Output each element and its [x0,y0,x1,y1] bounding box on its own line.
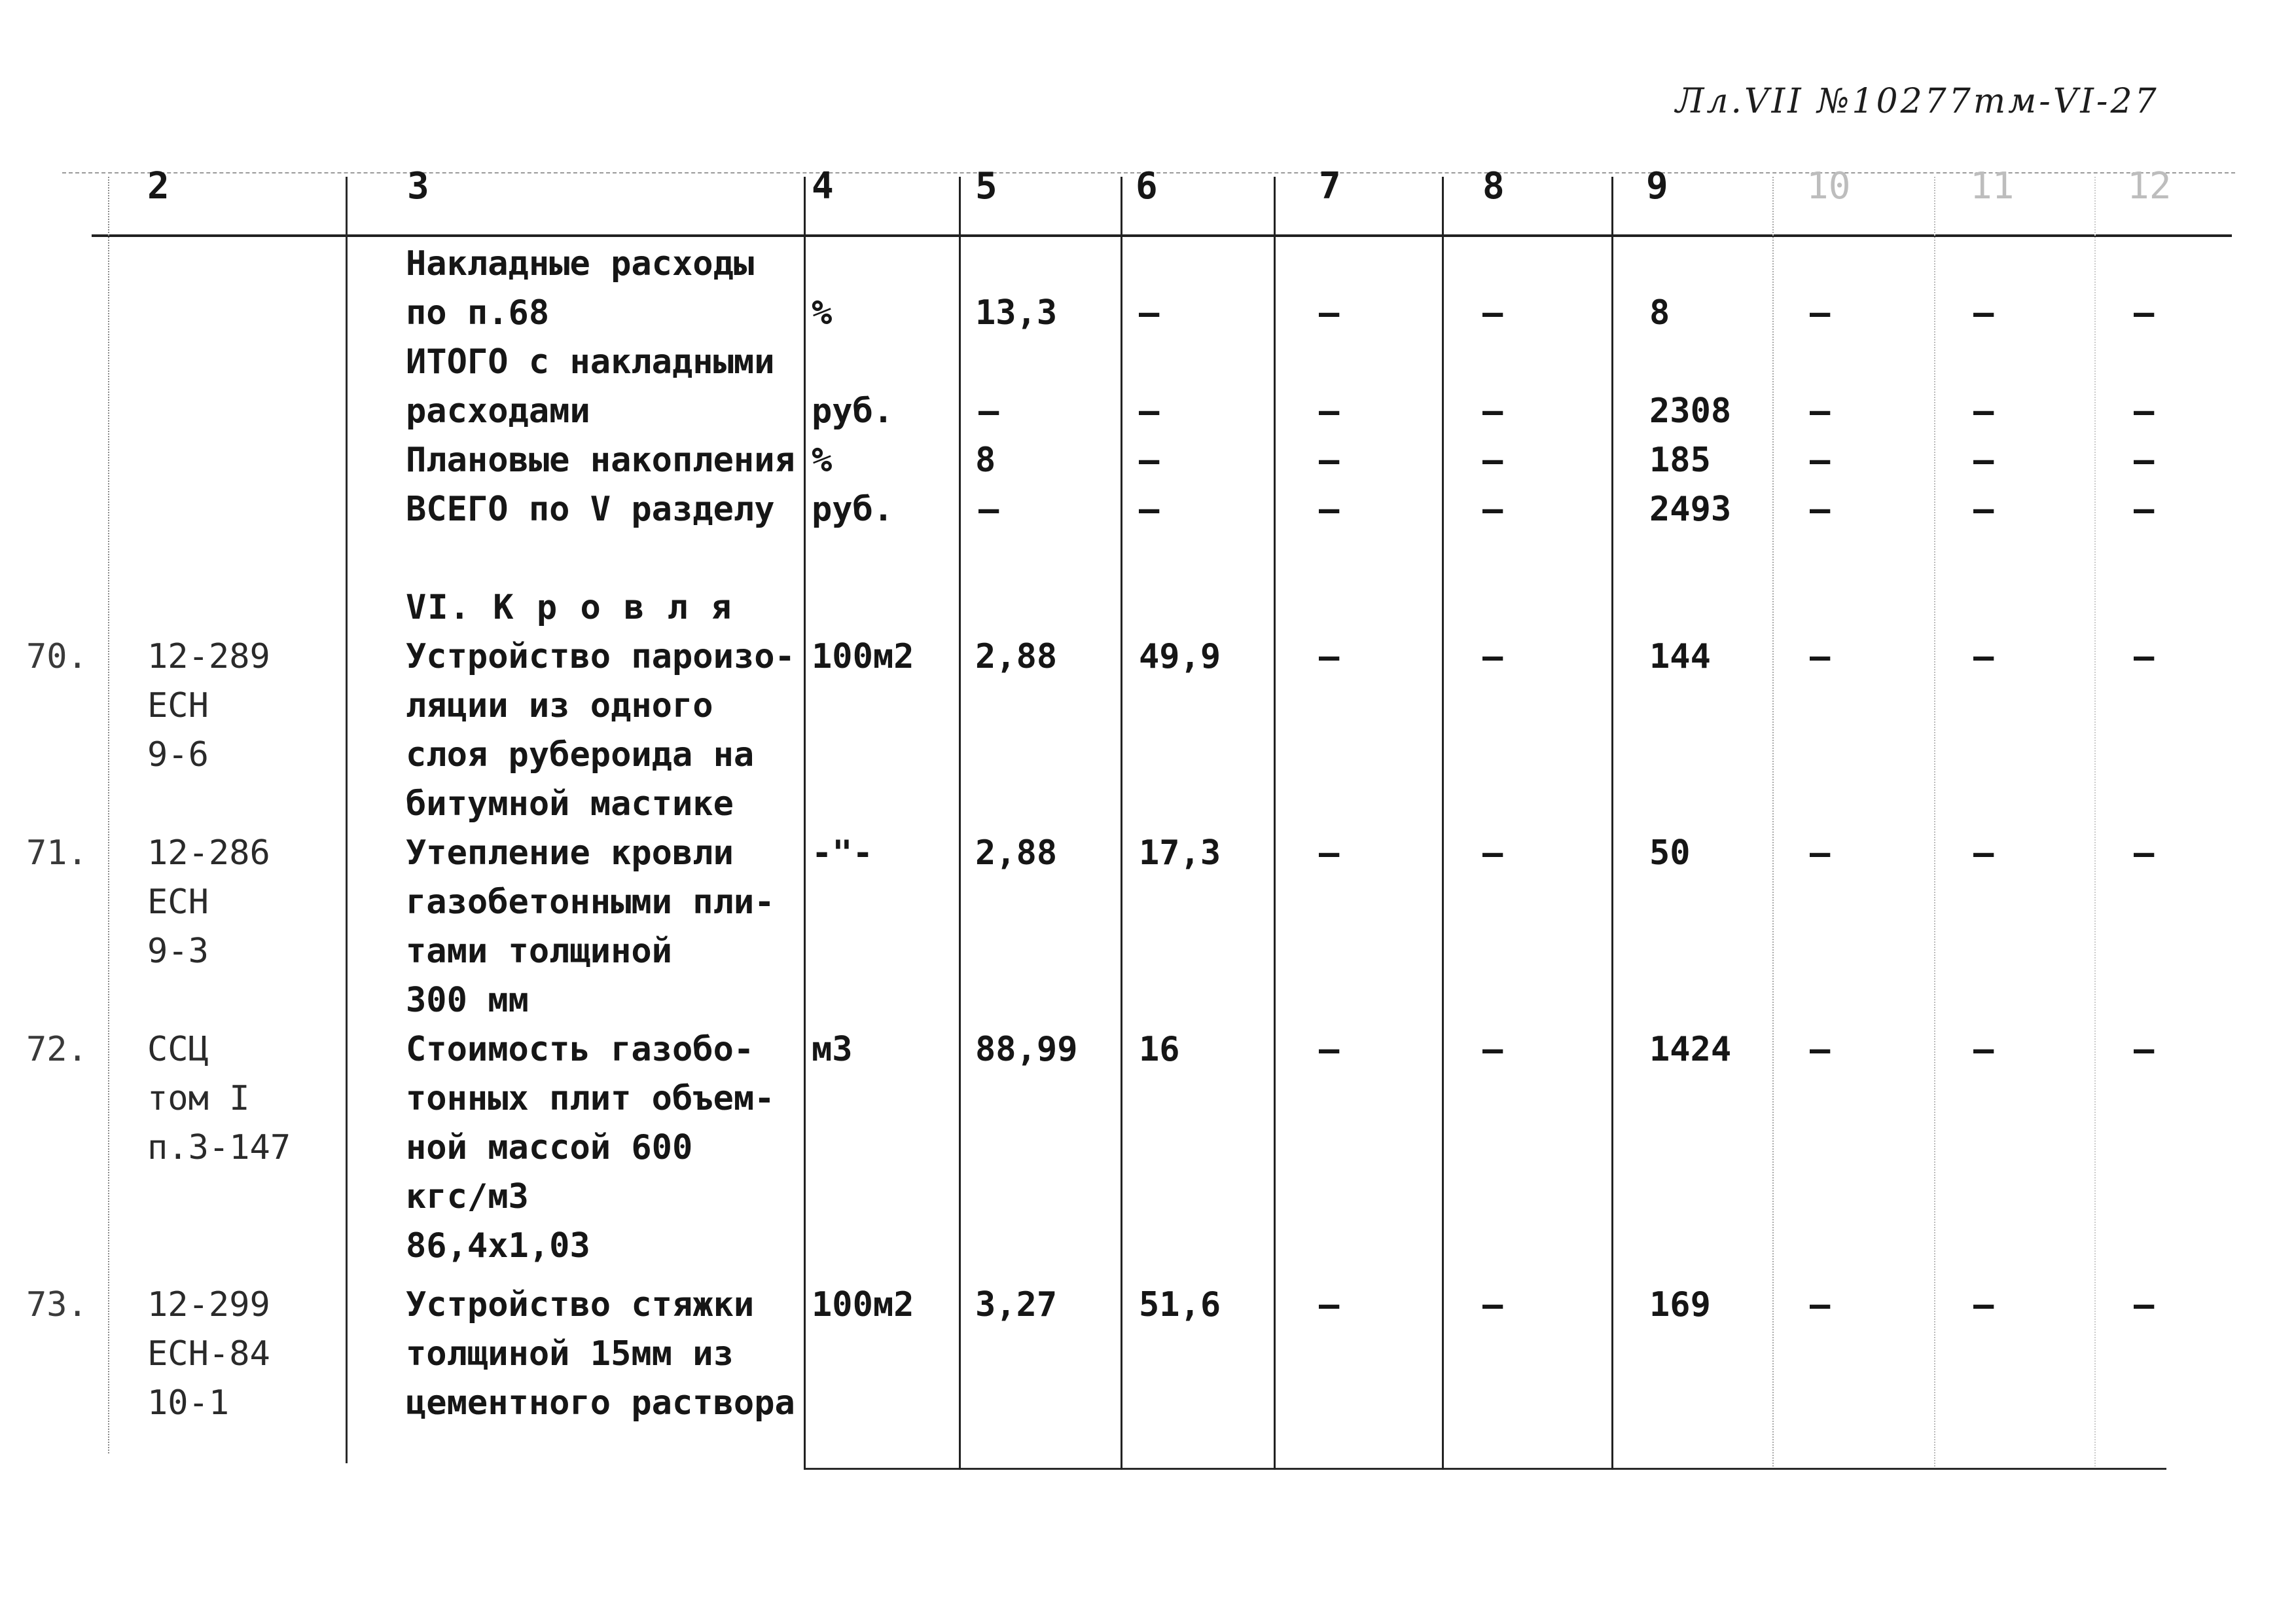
name-line: по п.68 [406,293,550,333]
col9-cell: 185 [1649,441,1711,480]
col12-cell: – [2134,392,2155,431]
col6-cell: – [1139,392,1160,431]
col11-cell: – [1973,441,1994,480]
name-cell [406,829,775,1025]
row-number: 73. [26,1285,88,1324]
col6-cell: 51,6 [1139,1285,1221,1324]
col10-cell: – [1810,490,1831,529]
col-divider [1121,177,1122,1470]
col10-cell: – [1810,392,1831,431]
col-divider [1611,177,1613,1470]
col9-cell: 1424 [1649,1030,1732,1069]
section-heading: VI. К р о в л я [406,588,733,627]
col11-cell: – [1973,637,1994,676]
unit-cell: -"- [812,833,873,873]
col12-cell: – [2134,1285,2155,1324]
col8-cell: – [1482,833,1503,873]
unit-cell: руб. [812,392,894,431]
name-line: битумной мастике [406,784,734,824]
col6-cell: 49,9 [1139,637,1221,676]
code-line: ССЦ [147,1030,209,1069]
code-cell [147,1025,291,1173]
col7-cell: – [1319,293,1340,333]
name-line: Стоимость газобо- [406,1030,755,1069]
col5-cell: 88,99 [975,1030,1078,1069]
col-header: 7 [1319,165,1341,208]
col11-cell: – [1973,1030,1994,1069]
col-divider [346,177,348,1463]
col9-cell: 2493 [1649,490,1732,529]
unit-cell: м3 [812,1030,853,1069]
col6-cell: – [1139,293,1160,333]
col8-cell: – [1482,392,1503,431]
col7-cell: – [1319,441,1340,480]
code-line: ЕСН [147,883,209,922]
col-divider [959,177,961,1470]
col5-cell: 2,88 [975,637,1058,676]
code-line: п.3-147 [147,1128,291,1167]
col-divider [108,177,109,1453]
code-line: ЕСН-84 [147,1334,270,1374]
col10-cell: – [1810,1285,1831,1324]
row-number: 71. [26,833,88,873]
col11-cell: – [1973,1285,1994,1324]
col9-cell: 50 [1649,833,1691,873]
table-bottom-rule [805,1468,2166,1470]
col9-cell: 2308 [1649,392,1732,431]
code-cell [147,829,270,976]
col7-cell: – [1319,833,1340,873]
col11-cell: – [1973,293,1994,333]
col5-cell: 8 [975,441,996,480]
code-line: 9-6 [147,735,209,775]
col-divider [804,177,806,1470]
header-bottom-rule [92,234,2232,237]
col-divider [1442,177,1444,1470]
name-cell: ВСЕГО по V разделу [406,490,775,529]
name-line: толщиной 15мм из [406,1334,734,1374]
unit-cell: 100м2 [812,1285,914,1324]
col5-cell: 13,3 [975,293,1058,333]
name-line: ИТОГО с накладными [406,342,775,382]
col11-cell: – [1973,833,1994,873]
name-line: тонных плит объем- [406,1079,775,1118]
col7-cell: – [1319,490,1340,529]
code-line: 12-289 [147,637,270,676]
code-line: 10-1 [147,1383,230,1423]
name-line: Утепление кровли [406,833,734,873]
col12-cell: – [2134,441,2155,480]
col-header: 12 [2127,165,2172,208]
col6-cell: – [1139,441,1160,480]
col-header: 3 [407,165,429,208]
col7-cell: – [1319,637,1340,676]
name-cell [406,632,795,829]
col9-cell: 8 [1649,293,1670,333]
col-header: 6 [1136,165,1158,208]
col7-cell: – [1319,1030,1340,1069]
col-header: 10 [1806,165,1851,208]
name-cell: Плановые накопления [406,441,795,480]
col11-cell: – [1973,490,1994,529]
col8-cell: – [1482,490,1503,529]
col12-cell: – [2134,637,2155,676]
col-header: 5 [975,165,997,208]
code-line: 12-299 [147,1285,270,1324]
code-line: 12-286 [147,833,270,873]
code-line: 9-3 [147,932,209,971]
col-header: 4 [812,165,834,208]
col6-cell: 16 [1139,1030,1180,1069]
col9-cell: 169 [1649,1285,1711,1324]
name-line: 300 мм [406,981,529,1020]
code-cell [147,1281,270,1428]
name-line: тами толщиной [406,932,672,971]
name-line: газобетонными пли- [406,883,775,922]
col12-cell: – [2134,293,2155,333]
name-line: ляции из одного [406,686,713,725]
col-header: 2 [147,165,170,208]
col8-cell: – [1482,1030,1503,1069]
col8-cell: – [1482,1285,1503,1324]
col10-cell: – [1810,637,1831,676]
col10-cell: – [1810,293,1831,333]
col-divider [1274,177,1276,1470]
unit-cell: 100м2 [812,637,914,676]
name-line: цементного раствора [406,1383,795,1423]
code-line: ЕСН [147,686,209,725]
col-header: 8 [1482,165,1505,208]
col5-cell: – [978,490,999,529]
col5-cell: 2,88 [975,833,1058,873]
col10-cell: – [1810,1030,1831,1069]
name-line: 86,4х1,03 [406,1226,590,1266]
col5-cell: – [978,392,999,431]
code-cell [147,632,270,780]
col8-cell: – [1482,441,1503,480]
row-number: 72. [26,1030,88,1069]
name-line: расходами [406,392,590,431]
sheet-code: Лл.VII №10277тм-VI-27 [1676,82,2159,121]
col9-cell: 144 [1649,637,1711,676]
unit-cell: руб. [812,490,894,529]
col-divider [1934,177,1935,1467]
code-line: том I [147,1079,250,1118]
col12-cell: – [2134,1030,2155,1069]
col5-cell: 3,27 [975,1285,1058,1324]
name-cell [406,240,754,338]
unit-cell: % [812,293,833,333]
name-line: Устройство пароизо- [406,637,795,676]
row-number: 70. [26,637,88,676]
name-cell [406,338,775,436]
name-line: Накладные расходы [406,244,755,283]
col12-cell: – [2134,833,2155,873]
col11-cell: – [1973,392,1994,431]
col7-cell: – [1319,1285,1340,1324]
col8-cell: – [1482,637,1503,676]
col-divider [2094,177,2096,1467]
col6-cell: 17,3 [1139,833,1221,873]
name-line: слоя рубероида на [406,735,755,775]
col-divider [1772,177,1774,1467]
col12-cell: – [2134,490,2155,529]
unit-cell: % [812,441,833,480]
col6-cell: – [1139,490,1160,529]
name-line: Устройство стяжки [406,1285,755,1324]
col10-cell: – [1810,833,1831,873]
col10-cell: – [1810,441,1831,480]
col8-cell: – [1482,293,1503,333]
col-header: 11 [1970,165,2015,208]
name-cell [406,1025,775,1271]
col-header: 9 [1646,165,1668,208]
col7-cell: – [1319,392,1340,431]
name-line: ной массой 600 [406,1128,693,1167]
name-line: кгс/м3 [406,1177,529,1216]
name-cell [406,1281,795,1428]
